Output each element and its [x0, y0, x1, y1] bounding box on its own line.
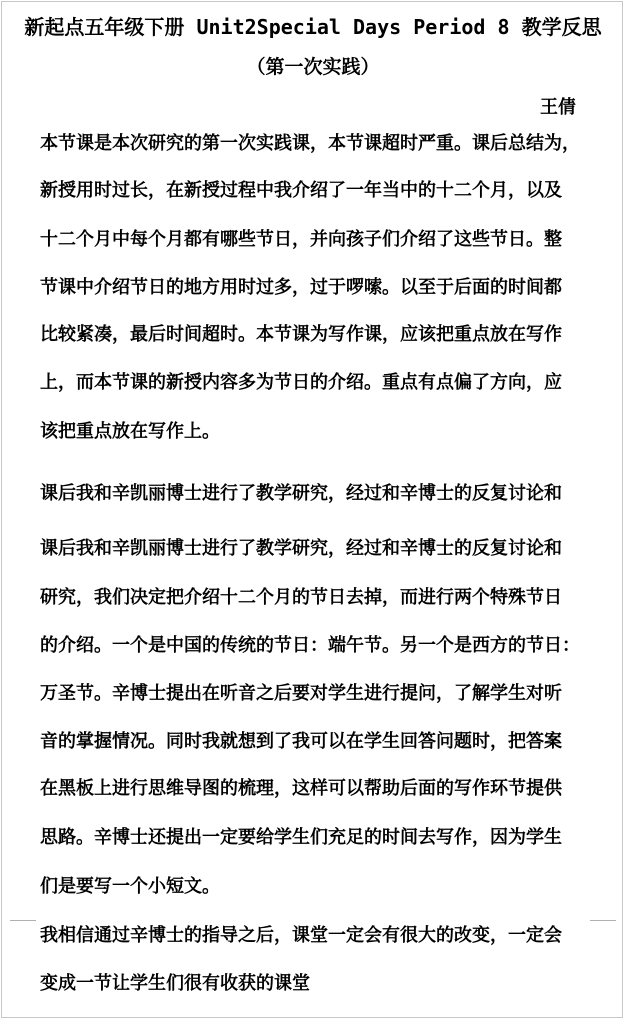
- text-line: 的介绍。一个是中国的传统的节日：端午节。另一个是西方的节日：: [40, 635, 580, 656]
- text-line: 课后我和辛凯丽博士进行了教学研究，经过和辛博士的反复讨论和: [40, 538, 562, 559]
- text-line: 十二个月中每个月都有哪些节日，并向孩子们介绍了这些节日。整: [40, 229, 562, 250]
- text-line: 在黑板上进行思维导图的梳理，这样可以帮助后面的写作环节提供: [40, 778, 562, 799]
- text-line: 课后我和辛凯丽博士进行了教学研究，经过和辛博士的反复讨论和: [40, 483, 562, 504]
- text-line: 思路。辛博士还提出一定要给学生们充足的时间去写作，因为学生: [40, 827, 562, 848]
- text-line: 上，而本节课的新授内容多为节日的介绍。重点有点偏了方向，应: [40, 372, 562, 393]
- document-subtitle: （第一次实践）: [246, 56, 380, 78]
- text-line: 我相信通过辛博士的指导之后，课堂一定会有很大的改变，一定会: [40, 925, 562, 946]
- right-margin-mark: [590, 920, 616, 921]
- text-line: 节课中介绍节日的地方用时过多，过于啰嗦。以至于后面的时间都: [40, 277, 562, 298]
- text-line: 研究，我们决定把介绍十二个月的节日去掉，而进行两个特殊节日: [40, 587, 562, 608]
- text-line: 音的掌握情况。同时我就想到了我可以在学生回答问题时，把答案: [40, 731, 562, 752]
- text-line: 该把重点放在写作上。: [40, 421, 220, 442]
- author-name: 王倩: [540, 97, 576, 118]
- text-line: 比较紧凑，最后时间超时。本节课为写作课，应该把重点放在写作: [40, 324, 562, 345]
- text-line: 们是要写一个小短文。: [40, 876, 220, 897]
- text-line: 变成一节让学生们很有收获的课堂: [40, 973, 310, 994]
- document-page: [1, 1, 623, 1018]
- left-margin-mark: [10, 920, 36, 921]
- text-line: 新授用时过长，在新授过程中我介绍了一年当中的十二个月，以及: [40, 180, 562, 201]
- text-line: 本节课是本次研究的第一次实践课，本节课超时严重。课后总结为，: [40, 133, 580, 154]
- document-title: 新起点五年级下册 Unit2Special Days Period 8 教学反思: [24, 15, 602, 39]
- text-line: 万圣节。辛博士提出在听音之后要对学生进行提问，了解学生对听: [40, 683, 562, 704]
